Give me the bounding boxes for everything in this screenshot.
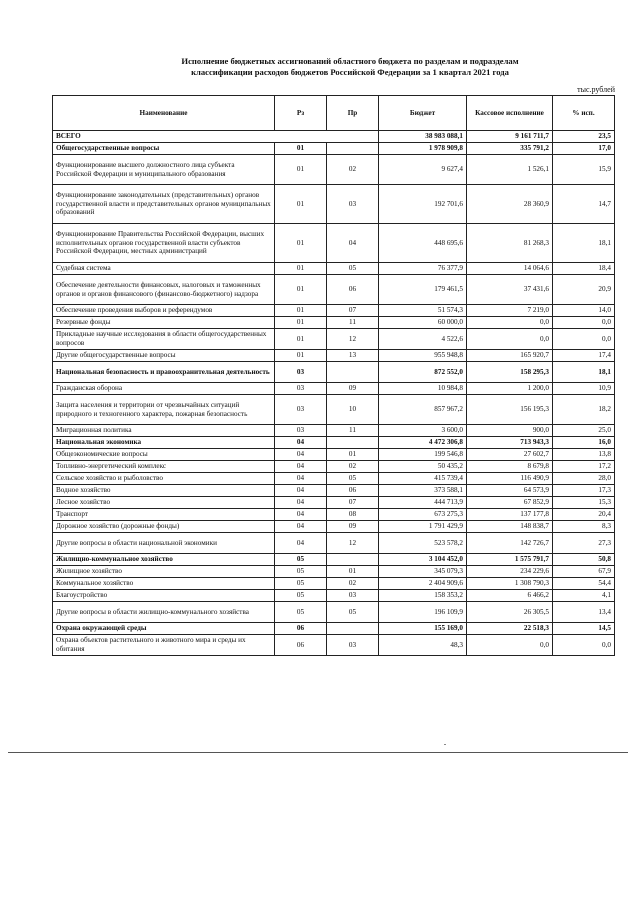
cell-budget: 76 377,9 [379, 263, 467, 275]
cell-pct: 0,0 [553, 635, 615, 656]
table-row [53, 521, 615, 533]
table-row [53, 185, 615, 224]
cell-cash: 1 526,1 [467, 155, 553, 185]
cell-cash: 9 161 711,7 [467, 131, 553, 143]
cell-cash: 165 920,7 [467, 350, 553, 362]
cell-name: Защита населения и территории от чрезвычайных ситуаций природного и техногенного характера, пожарная безопасность [53, 395, 275, 425]
cell-budget: 857 967,2 [379, 395, 467, 425]
cell-cash: 142 726,7 [467, 533, 553, 554]
cell-name: Охрана объектов растительного и животного мира и среды их обитания [53, 635, 275, 656]
cell-budget: 345 079,3 [379, 566, 467, 578]
cell-cash: 8 679,8 [467, 461, 553, 473]
cell-pr: 09 [327, 383, 379, 395]
cell-budget: 179 461,5 [379, 275, 467, 305]
units-label: тыс.рублей [577, 85, 615, 94]
title-line-1: Исполнение бюджетных ассигнований областного бюджета по разделам и подразделам [181, 56, 519, 66]
cell-cash: 37 431,6 [467, 275, 553, 305]
cell-pct: 54,4 [553, 578, 615, 590]
cell-name: Благоустройство [53, 590, 275, 602]
table-row [53, 437, 615, 449]
table-row [53, 395, 615, 425]
cell-cash: 0,0 [467, 329, 553, 350]
table-row [53, 473, 615, 485]
cell-budget: 51 574,3 [379, 305, 467, 317]
cell-budget: 444 713,9 [379, 497, 467, 509]
cell-budget: 2 404 909,6 [379, 578, 467, 590]
cell-name: Функционирование Правительства Российской Федерации, высших исполнительных органов государственной власти субъектов Российской Федерации, местных администраций [53, 224, 275, 263]
cell-name: Функционирование высшего должностного лица субъекта Российской Федерации и муниципального образования [53, 155, 275, 185]
cell-pr: 11 [327, 425, 379, 437]
cell-pct: 27,3 [553, 533, 615, 554]
cell-budget: 4 472 306,8 [379, 437, 467, 449]
cell-pct: 8,3 [553, 521, 615, 533]
cell-name: Дорожное хозяйство (дорожные фонды) [53, 521, 275, 533]
cell-cash: 158 295,3 [467, 362, 553, 383]
cell-pct: 18,4 [553, 263, 615, 275]
table-row [53, 497, 615, 509]
cell-pr: 04 [327, 224, 379, 263]
cell-rz: 04 [275, 461, 327, 473]
cell-name: Резервные фонды [53, 317, 275, 329]
page-rule [8, 752, 628, 753]
col-header-pct: % исп. [553, 96, 615, 131]
table-row [53, 554, 615, 566]
table-row [53, 362, 615, 383]
cell-name: Другие вопросы в области национальной экономики [53, 533, 275, 554]
col-header-pr: Пр [327, 96, 379, 131]
cell-budget: 673 275,3 [379, 509, 467, 521]
cell-budget: 10 984,8 [379, 383, 467, 395]
cell-pr: 05 [327, 473, 379, 485]
cell-name: Топливно-энергетический комплекс [53, 461, 275, 473]
cell-cash: 26 305,5 [467, 602, 553, 623]
table-row [53, 155, 615, 185]
cell-pct: 13,4 [553, 602, 615, 623]
cell-pr: 10 [327, 395, 379, 425]
cell-pct: 10,9 [553, 383, 615, 395]
cell-budget: 955 948,8 [379, 350, 467, 362]
cell-pr: 02 [327, 578, 379, 590]
cell-budget: 192 701,6 [379, 185, 467, 224]
cell-name: Лесное хозяйство [53, 497, 275, 509]
cell-rz: 03 [275, 383, 327, 395]
cell-cash: 22 518,3 [467, 623, 553, 635]
cell-name: Обеспечение проведения выборов и референдумов [53, 305, 275, 317]
cell-rz: 01 [275, 263, 327, 275]
table-row [53, 305, 615, 317]
table-row [53, 533, 615, 554]
cell-rz: 05 [275, 554, 327, 566]
cell-pr: 03 [327, 590, 379, 602]
cell-rz: 04 [275, 485, 327, 497]
cell-name: Функционирование законодательных (представительных) органов государственной власти и представительных органов муниципальных образований [53, 185, 275, 224]
col-header-cash: Кассовое исполнение [467, 96, 553, 131]
table-row [53, 329, 615, 350]
cell-rz: 04 [275, 437, 327, 449]
cell-rz: 05 [275, 602, 327, 623]
cell-rz: 01 [275, 224, 327, 263]
cell-name: Водное хозяйство [53, 485, 275, 497]
cell-rz: 03 [275, 395, 327, 425]
cell-pr: 06 [327, 275, 379, 305]
cell-cash: 14 064,6 [467, 263, 553, 275]
table-row [53, 131, 615, 143]
cell-pr [327, 437, 379, 449]
cell-name: Жилищное хозяйство [53, 566, 275, 578]
cell-name: Сельское хозяйство и рыболовство [53, 473, 275, 485]
cell-name: Национальная безопасность и правоохранительная деятельность [53, 362, 275, 383]
cell-cash: 67 852,9 [467, 497, 553, 509]
cell-name: Обеспечение деятельности финансовых, налоговых и таможенных органов и органов финансового (финансово-бюджетного) надзора [53, 275, 275, 305]
cell-pr [327, 554, 379, 566]
cell-cash: 1 200,0 [467, 383, 553, 395]
cell-rz: 06 [275, 635, 327, 656]
cell-cash: 28 360,9 [467, 185, 553, 224]
cell-rz: 05 [275, 578, 327, 590]
cell-cash: 156 195,3 [467, 395, 553, 425]
cell-pct: 16,0 [553, 437, 615, 449]
cell-budget: 158 353,2 [379, 590, 467, 602]
cell-rz: 05 [275, 590, 327, 602]
cell-pr: 12 [327, 533, 379, 554]
cell-pct: 14,5 [553, 623, 615, 635]
table-row [53, 461, 615, 473]
cell-pct: 13,8 [553, 449, 615, 461]
cell-name: Прикладные научные исследования в области общегосударственных вопросов [53, 329, 275, 350]
table-row [53, 425, 615, 437]
col-header-rz: Рз [275, 96, 327, 131]
table-row [53, 263, 615, 275]
cell-pct: 14,0 [553, 305, 615, 317]
cell-rz: 04 [275, 509, 327, 521]
table-row [53, 578, 615, 590]
cell-rz: 04 [275, 533, 327, 554]
cell-pr [327, 623, 379, 635]
cell-budget: 48,3 [379, 635, 467, 656]
cell-cash: 713 943,3 [467, 437, 553, 449]
cell-pct: 15,3 [553, 497, 615, 509]
table-row [53, 350, 615, 362]
cell-budget: 1 791 429,9 [379, 521, 467, 533]
cell-rz: 04 [275, 449, 327, 461]
cell-name: Национальная экономика [53, 437, 275, 449]
cell-rz: 04 [275, 521, 327, 533]
title-line-2: классификации расходов бюджетов Российской Федерации за 1 квартал 2021 года [191, 67, 509, 77]
cell-name: ВСЕГО [53, 131, 379, 143]
cell-rz: 05 [275, 566, 327, 578]
cell-pct: 28,0 [553, 473, 615, 485]
cell-cash: 0,0 [467, 635, 553, 656]
cell-pr: 06 [327, 485, 379, 497]
cell-rz: 04 [275, 497, 327, 509]
cell-pr: 01 [327, 566, 379, 578]
table-row [53, 143, 615, 155]
cell-pr: 03 [327, 635, 379, 656]
cell-budget: 196 109,9 [379, 602, 467, 623]
cell-budget: 199 546,8 [379, 449, 467, 461]
cell-cash: 64 573,9 [467, 485, 553, 497]
cell-pct: 17,3 [553, 485, 615, 497]
table-row [53, 383, 615, 395]
cell-pr: 09 [327, 521, 379, 533]
cell-rz: 01 [275, 185, 327, 224]
cell-pct: 17,0 [553, 143, 615, 155]
cell-budget: 155 169,0 [379, 623, 467, 635]
cell-cash: 900,0 [467, 425, 553, 437]
cell-budget: 3 104 452,0 [379, 554, 467, 566]
table-row [53, 485, 615, 497]
document-title [95, 56, 605, 78]
table-row [53, 602, 615, 623]
cell-budget: 448 695,6 [379, 224, 467, 263]
cell-pct: 4,1 [553, 590, 615, 602]
cell-pct: 17,4 [553, 350, 615, 362]
cell-cash: 234 229,6 [467, 566, 553, 578]
cell-cash: 81 268,3 [467, 224, 553, 263]
cell-cash: 137 177,8 [467, 509, 553, 521]
cell-cash: 27 602,7 [467, 449, 553, 461]
cell-pr: 11 [327, 317, 379, 329]
cell-pct: 20,4 [553, 509, 615, 521]
cell-pr [327, 362, 379, 383]
cell-pct: 20,9 [553, 275, 615, 305]
col-header-name: Наименование [53, 96, 275, 131]
cell-pr: 02 [327, 461, 379, 473]
table-row [53, 224, 615, 263]
cell-rz: 01 [275, 329, 327, 350]
cell-pr: 07 [327, 305, 379, 317]
cell-budget: 415 739,4 [379, 473, 467, 485]
col-header-budget: Бюджет [379, 96, 467, 131]
table-row [53, 449, 615, 461]
cell-pct: 0,0 [553, 317, 615, 329]
cell-cash: 6 466,2 [467, 590, 553, 602]
cell-rz: 04 [275, 473, 327, 485]
cell-pct: 23,5 [553, 131, 615, 143]
cell-pr: 13 [327, 350, 379, 362]
table-row [53, 566, 615, 578]
table-body [53, 131, 615, 656]
cell-name: Транспорт [53, 509, 275, 521]
cell-budget: 50 435,2 [379, 461, 467, 473]
cell-budget: 9 627,4 [379, 155, 467, 185]
cell-name: Судебная система [53, 263, 275, 275]
cell-pr: 05 [327, 263, 379, 275]
cell-pct: 0,0 [553, 329, 615, 350]
cell-pct: 18,1 [553, 224, 615, 263]
cell-name: Миграционная политика [53, 425, 275, 437]
cell-pct: 67,9 [553, 566, 615, 578]
cell-pct: 25,0 [553, 425, 615, 437]
budget-table [52, 95, 615, 656]
table-row [53, 590, 615, 602]
cell-name: Гражданская оборона [53, 383, 275, 395]
cell-budget: 872 552,0 [379, 362, 467, 383]
cell-pct: 50,8 [553, 554, 615, 566]
cell-pct: 17,2 [553, 461, 615, 473]
table-header-row [53, 96, 615, 131]
cell-pr: 01 [327, 449, 379, 461]
cell-rz: 03 [275, 425, 327, 437]
cell-cash: 7 219,0 [467, 305, 553, 317]
cell-rz: 06 [275, 623, 327, 635]
cell-budget: 373 588,1 [379, 485, 467, 497]
cell-pr [327, 143, 379, 155]
cell-budget: 4 522,6 [379, 329, 467, 350]
cell-pr: 02 [327, 155, 379, 185]
cell-rz: 01 [275, 317, 327, 329]
table-row [53, 317, 615, 329]
cell-pct: 18,2 [553, 395, 615, 425]
cell-cash: 1 308 790,3 [467, 578, 553, 590]
cell-budget: 523 578,2 [379, 533, 467, 554]
table-row [53, 635, 615, 656]
cell-pct: 15,9 [553, 155, 615, 185]
cell-name: Общегосударственные вопросы [53, 143, 275, 155]
cell-rz: 01 [275, 275, 327, 305]
cell-name: Коммунальное хозяйство [53, 578, 275, 590]
cell-pct: 14,7 [553, 185, 615, 224]
cell-cash: 1 575 791,7 [467, 554, 553, 566]
cell-cash: 335 791,2 [467, 143, 553, 155]
cell-pr: 03 [327, 185, 379, 224]
cell-budget: 3 600,0 [379, 425, 467, 437]
cell-name: Общеэкономические вопросы [53, 449, 275, 461]
table-row [53, 623, 615, 635]
cell-rz: 01 [275, 143, 327, 155]
cell-rz: 01 [275, 155, 327, 185]
cell-cash: 148 838,7 [467, 521, 553, 533]
cell-pr: 05 [327, 602, 379, 623]
cell-budget: 60 000,0 [379, 317, 467, 329]
cell-name: Жилищно-коммунальное хозяйство [53, 554, 275, 566]
cell-cash: 116 490,9 [467, 473, 553, 485]
cell-name: Другие общегосударственные вопросы [53, 350, 275, 362]
cell-rz: 01 [275, 305, 327, 317]
cell-pr: 07 [327, 497, 379, 509]
cell-rz: 01 [275, 350, 327, 362]
cell-name: Другие вопросы в области жилищно-коммунального хозяйства [53, 602, 275, 623]
cell-cash: 0,0 [467, 317, 553, 329]
cell-budget: 38 983 088,1 [379, 131, 467, 143]
table-row [53, 509, 615, 521]
cell-pr: 12 [327, 329, 379, 350]
table-row [53, 275, 615, 305]
cell-pct: 18,1 [553, 362, 615, 383]
cell-budget: 1 978 909,8 [379, 143, 467, 155]
cell-pr: 08 [327, 509, 379, 521]
cell-rz: 03 [275, 362, 327, 383]
cell-name: Охрана окружающей среды [53, 623, 275, 635]
scan-speck [444, 744, 446, 745]
